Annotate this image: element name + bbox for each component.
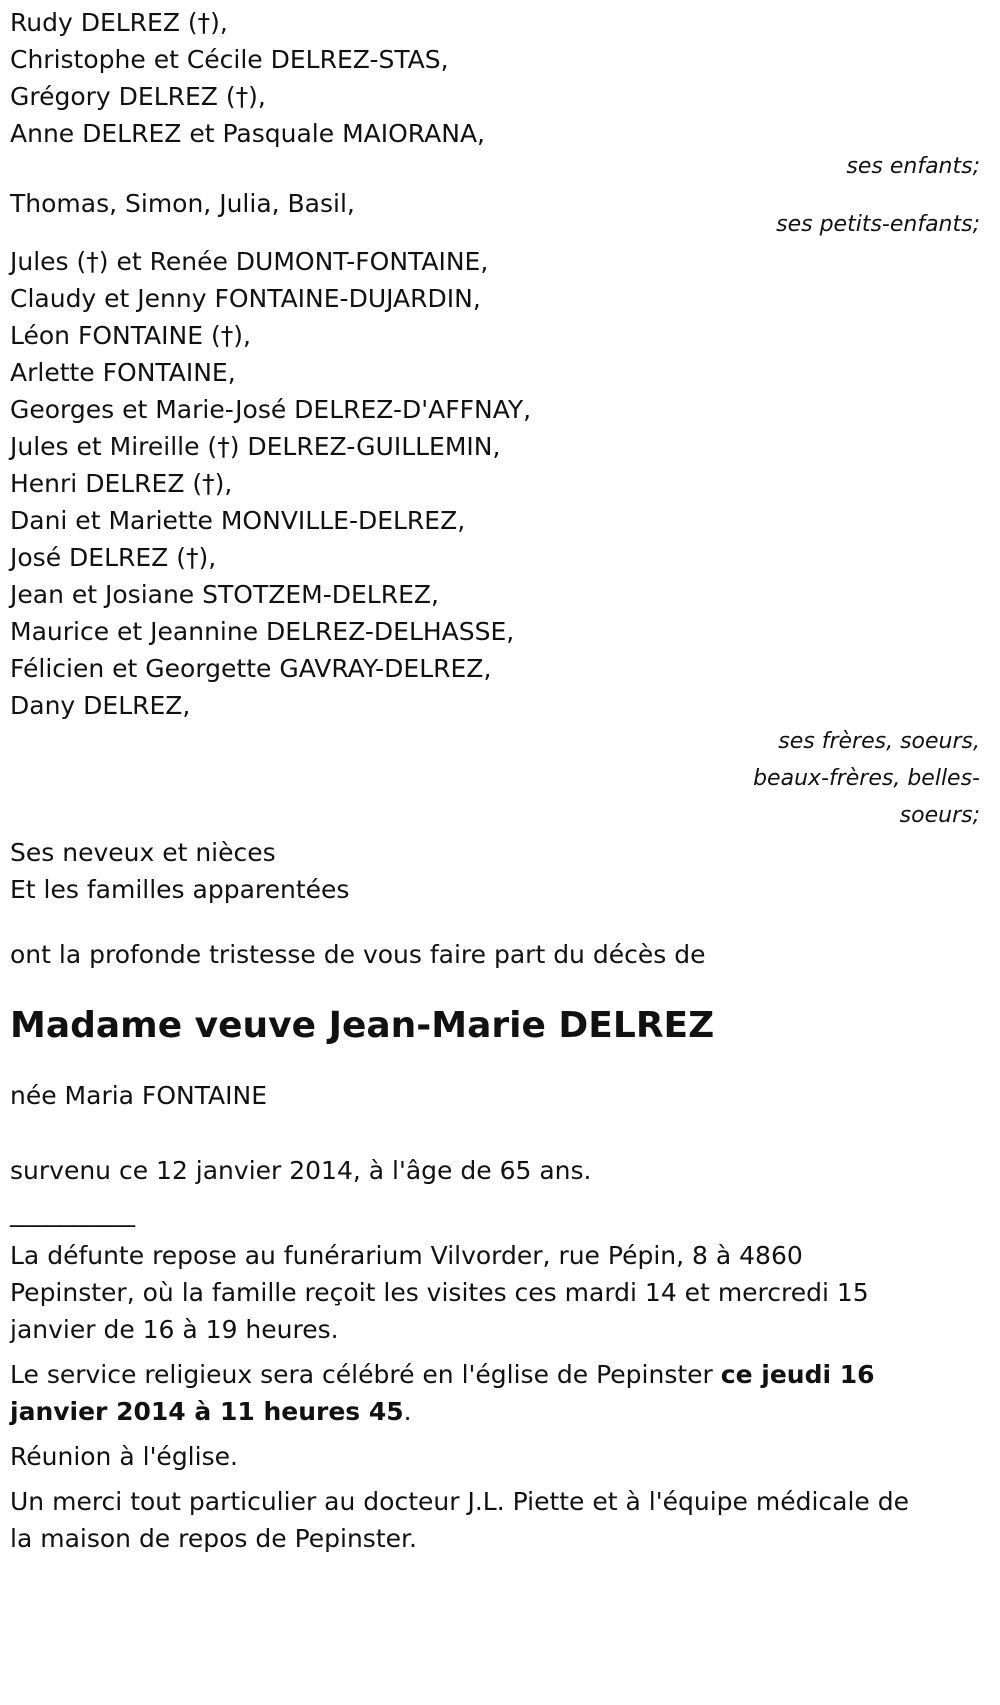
- announcement-text: ont la profonde tristesse de vous faire part du décès de: [10, 940, 706, 969]
- siblings-relation-line: ses frères, soeurs,: [778, 729, 980, 754]
- children-group: [10, 0, 990, 185]
- child-line: Christophe et Cécile DELREZ-STAS,: [10, 45, 449, 74]
- child-line: Anne DELREZ et Pasquale MAIORANA,: [10, 119, 485, 148]
- sibling-line: Maurice et Jeannine DELREZ-DELHASSE,: [10, 617, 515, 646]
- grandchild-line: Thomas, Simon, Julia, Basil,: [10, 189, 355, 218]
- siblings-group: [10, 243, 990, 834]
- sibling-line: Jules (†) et Renée DUMONT-FONTAINE,: [10, 247, 489, 276]
- child-line: Grégory DELREZ (†),: [10, 82, 266, 111]
- grandchildren-group: [10, 185, 990, 243]
- sibling-line: Léon FONTAINE (†),: [10, 321, 251, 350]
- funeral-details: [10, 1237, 990, 1557]
- maiden-name: née Maria FONTAINE: [10, 1081, 267, 1110]
- children-relation: ses enfants;: [846, 154, 980, 179]
- sibling-line: Jules et Mireille (†) DELREZ-GUILLEMIN,: [10, 432, 501, 461]
- siblings-relation-line: soeurs;: [899, 803, 980, 828]
- meeting-paragraph: Réunion à l'église.: [10, 1442, 238, 1471]
- thanks-paragraph: Un merci tout particulier au docteur J.L. Piette et à l'équipe médicale de la maison de repos de Pepinster.: [10, 1487, 909, 1553]
- siblings-relation-line: beaux-frères, belles-: [753, 766, 980, 791]
- separator: __________: [10, 1198, 135, 1227]
- sibling-line: Jean et Josiane STOTZEM-DELREZ,: [10, 580, 439, 609]
- sibling-line: Henri DELREZ (†),: [10, 469, 233, 498]
- sibling-line: Georges et Marie-José DELREZ-D'AFFNAY,: [10, 395, 532, 424]
- sibling-line: Dany DELREZ,: [10, 691, 191, 720]
- service-text: Le service religieux sera célébré en l'église de Pepinster: [10, 1360, 721, 1389]
- service-date: ce jeudi 16 janvier 2014 à 11 heures 45: [10, 1360, 875, 1426]
- sibling-line: Dani et Mariette MONVILLE-DELREZ,: [10, 506, 466, 535]
- sibling-line: Claudy et Jenny FONTAINE-DUJARDIN,: [10, 284, 481, 313]
- death-info: survenu ce 12 janvier 2014, à l'âge de 65 ans.: [10, 1156, 592, 1185]
- other-line: Et les familles apparentées: [10, 875, 350, 904]
- sibling-line: Arlette FONTAINE,: [10, 358, 236, 387]
- grandchildren-relation: ses petits-enfants;: [776, 212, 980, 237]
- sibling-line: José DELREZ (†),: [10, 543, 217, 572]
- repose-paragraph: La défunte repose au funérarium Vilvorder, rue Pépin, 8 à 4860 Pepinster, où la famille reçoit les visites ces mardi 14 et mercredi 15 janvier de 16 à 19 heures.: [10, 1241, 869, 1344]
- sibling-line: Félicien et Georgette GAVRAY-DELREZ,: [10, 654, 492, 683]
- child-line: Rudy DELREZ (†),: [10, 8, 228, 37]
- service-paragraph: [10, 1356, 990, 1430]
- other-relatives: [10, 834, 990, 908]
- other-line: Ses neveux et nièces: [10, 838, 276, 867]
- service-end: .: [403, 1397, 412, 1426]
- deceased-name: Madame veuve Jean-Marie DELREZ: [10, 1005, 715, 1046]
